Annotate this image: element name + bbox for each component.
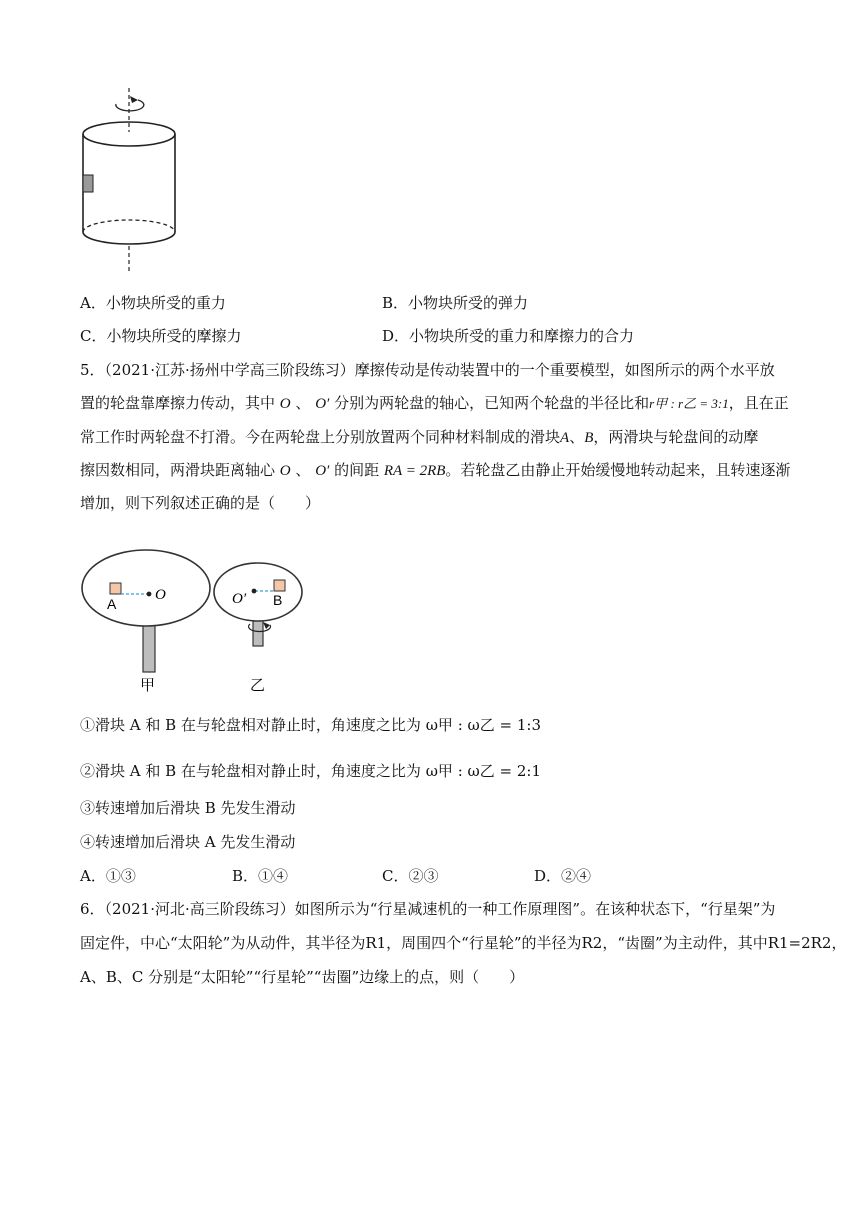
q5-text: 、 <box>295 394 311 412</box>
block-b <box>274 580 285 591</box>
question-number: 6． <box>80 900 105 918</box>
statement-4: ④转速增加后滑块 A 先发生滑动 <box>80 833 296 851</box>
option-text: 小物块所受的重力 <box>105 294 226 312</box>
q5-text: ，两滑块与轮盘间的动摩 <box>593 428 759 446</box>
q4-option-b <box>382 292 528 314</box>
option-text: ②④ <box>561 867 592 885</box>
q5-option-d <box>534 865 591 887</box>
option-letter: D． <box>382 327 410 345</box>
option-letter: B． <box>232 867 259 885</box>
q5-option-a <box>80 865 136 887</box>
wheel-caption-right: 乙 <box>250 676 266 694</box>
q5-stem-line-1 <box>80 359 775 381</box>
statement-2: ②滑块 A 和 B 在与轮盘相对静止时，角速度之比为 ω甲 : ω乙 = 2:1 <box>80 762 541 780</box>
q5-text: 常工作时两轮盘不打滑。今在两轮盘上分别放置两个同种材料制成的滑块 <box>80 428 561 446</box>
wheel-label-a: A <box>107 596 117 612</box>
q5-text: 分别为两轮盘的轴心，已知两个轮盘的半径比和 <box>334 394 650 412</box>
friction-wheels-figure <box>80 548 310 696</box>
q6-text: （2021·河北·高三阶段练习）如图所示为“行星减速机的一种工作原理图”。在该种状态下，“行星架”为 <box>104 900 776 918</box>
option-text: ①④ <box>258 867 289 885</box>
q5-text: 擦因数相同，两滑块距离轴心 <box>80 461 276 479</box>
cylinder-figure <box>76 88 186 274</box>
wheel-caption-left: 甲 <box>140 676 156 694</box>
axis-o-label: O <box>279 396 291 412</box>
q5-stem-line-4: 擦因数相同，两滑块距离轴心 O 、 O′ 的间距 RA = 2RB。若轮盘乙由静止开始缓慢地转动起来，且转速逐渐 <box>80 461 791 479</box>
q5-text: 增加，则下列叙述正确的是（ ） <box>80 494 321 512</box>
q5-text: 摩擦传动是传动装置中的一个重要模型，如图所示的两个水平放 <box>354 361 775 379</box>
wheel-label-o2: O′ <box>232 591 247 607</box>
q5-text: 。若轮盘乙由静止开始缓慢地转动起来，且转速逐渐 <box>445 461 791 479</box>
option-letter: C． <box>382 867 409 885</box>
q4-option-c <box>80 325 242 347</box>
option-letter: C． <box>80 327 107 345</box>
option-text: 小物块所受的弹力 <box>408 294 529 312</box>
question-number: 5． <box>80 361 105 379</box>
q5-stem-line-2 <box>80 392 789 415</box>
wheel-label-o: O <box>155 587 166 603</box>
wheel-label-b: B <box>273 592 283 608</box>
statement-1: ①滑块 A 和 B 在与轮盘相对静止时，角速度之比为 ω甲 : ω乙 = 1:3 <box>80 716 541 734</box>
distance-relation: RA = 2RB <box>383 463 446 479</box>
q6-stem-line-2: 固定件，中心“太阳轮”为从动件，其半径为R1，周围四个“行星轮”的半径为R2，“齿圈”为主动件，其中R1=2R2， <box>80 934 847 952</box>
q5-text: ，且在正 <box>728 394 789 412</box>
option-letter: B． <box>382 294 409 312</box>
option-text: 小物块所受的摩擦力 <box>106 327 242 345</box>
q5-stem-line-3: 常工作时两轮盘不打滑。今在两轮盘上分别放置两个同种材料制成的滑块A、B，两滑块与轮盘间的动摩 <box>80 428 759 446</box>
block-a <box>110 583 121 594</box>
option-text: ②③ <box>408 867 439 885</box>
q4-option-d <box>382 325 634 347</box>
radius-ratio: r甲 : r乙 = 3:1 <box>649 396 729 411</box>
q5-text: 置的轮盘靠摩擦力传动，其中 <box>80 394 276 412</box>
option-text: 小物块所受的重力和摩擦力的合力 <box>409 327 635 345</box>
option-letter: A． <box>80 867 106 885</box>
q6-stem-line-1 <box>80 898 775 920</box>
q5-option-c <box>382 865 439 887</box>
option-text: ①③ <box>105 867 136 885</box>
q5-stem-line-5 <box>80 492 320 514</box>
question-source: （2021·江苏·扬州中学高三阶段练习） <box>104 361 355 379</box>
q5-text: 的间距 <box>334 461 380 479</box>
option-letter: D． <box>534 867 562 885</box>
option-letter: A． <box>80 294 106 312</box>
q4-option-a <box>80 292 226 314</box>
q5-option-b <box>232 865 288 887</box>
axis-o2-label: O′ <box>315 396 330 412</box>
statement-3: ③转速增加后滑块 B 先发生滑动 <box>80 799 296 817</box>
q6-stem-line-3: A、B、C 分别是“太阳轮”“行星轮”“齿圈”边缘上的点，则（ ） <box>80 968 525 986</box>
